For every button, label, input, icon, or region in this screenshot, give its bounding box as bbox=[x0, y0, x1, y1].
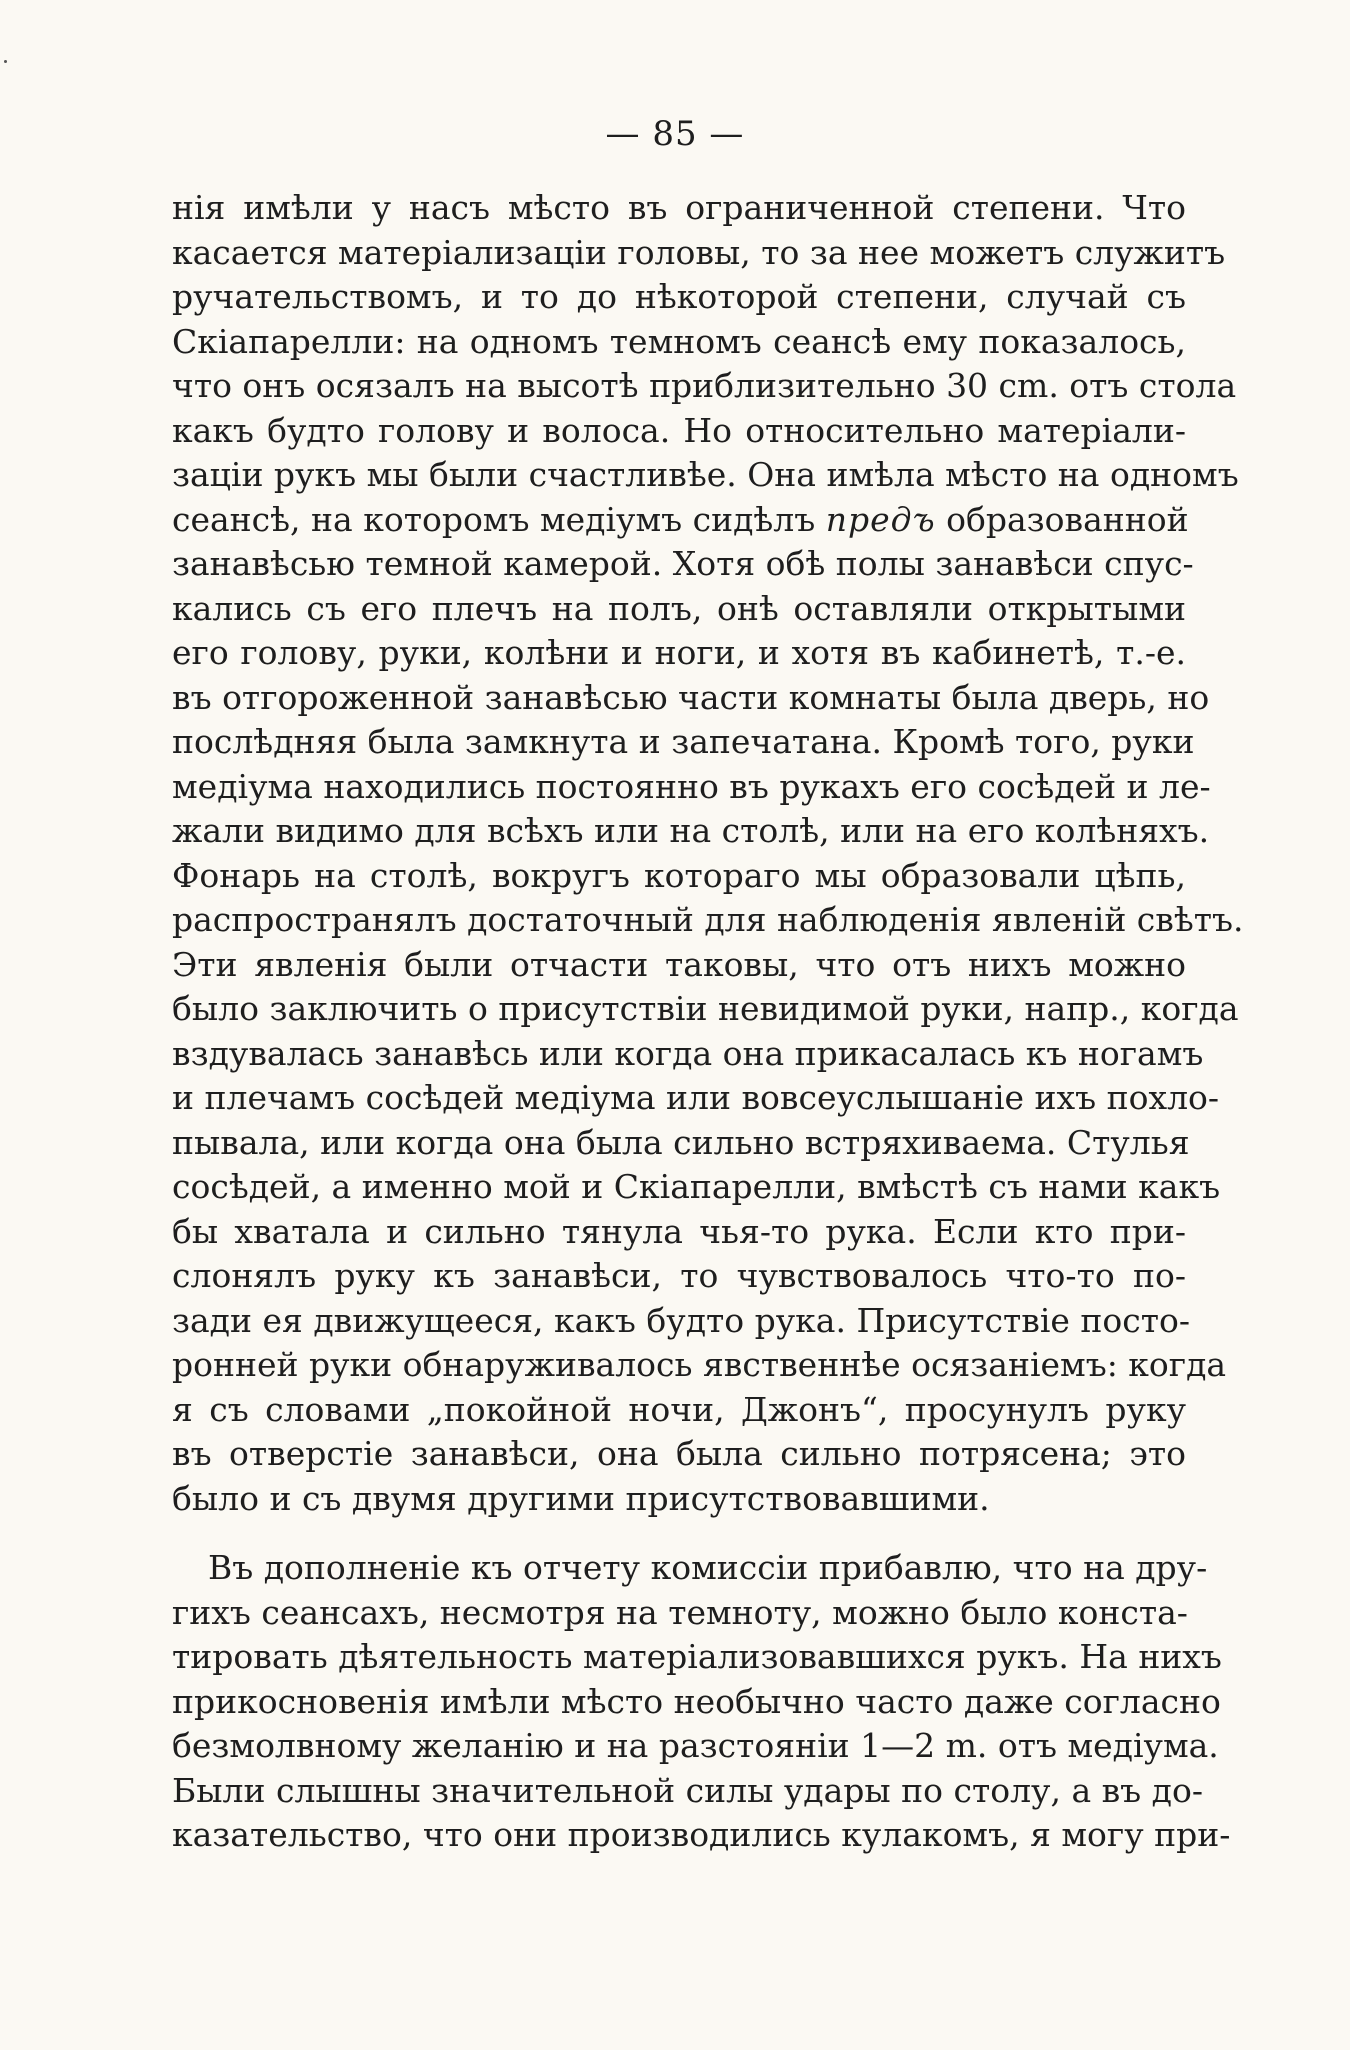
text-line: слонялъ руку къ занавѣси, то чувствовалось что-то по- bbox=[172, 1256, 1186, 1295]
text-line: какъ будто голову и волоса. Но относительно матеріали- bbox=[172, 410, 1186, 450]
text-line: казательство, что они производились кулакомъ, я могу при- bbox=[172, 1815, 1231, 1854]
text-line: вздувалась занавѣсь или когда она прикасалась къ ногамъ bbox=[172, 1033, 1204, 1073]
text-line: Эти явленія были отчасти таковы, что отъ нихъ можно bbox=[172, 944, 1186, 984]
text-line: Въ дополненіе къ отчету комиссіи прибавлю, что на дру- bbox=[208, 1548, 1208, 1587]
text-line: его голову, руки, колѣни и ноги, и хотя въ кабинетѣ, т.-е. bbox=[172, 633, 1186, 672]
text-line: было и съ двумя другими присутствовавшими. bbox=[172, 1478, 990, 1518]
paragraph-2 bbox=[172, 1546, 1231, 1858]
text-line: занавѣсью темной камерой. Хотя обѣ полы занавѣси спус- bbox=[172, 544, 1194, 583]
text-line: зади ея движущееся, какъ будто рука. Присутствіе посто- bbox=[172, 1300, 1191, 1340]
page-number: — 85 — bbox=[605, 114, 745, 154]
text-line: кались съ его плечъ на полъ, онѣ оставляли открытыми bbox=[172, 588, 1186, 628]
text-line: нія имѣли у насъ мѣсто въ ограниченной степени. Что bbox=[172, 188, 1186, 227]
text-line: я съ словами „покойной ночи, Джонъ“, просунулъ руку bbox=[172, 1389, 1186, 1429]
text-line: въ отверстіе занавѣси, она была сильно потрясена; это bbox=[172, 1434, 1186, 1473]
text-segment: образованной bbox=[946, 499, 1189, 539]
text-segment: сеансѣ, на которомъ медіумъ сидѣлъ bbox=[172, 499, 816, 539]
text-line: что онъ осязалъ на высотѣ приблизительно 30 cm. отъ стола bbox=[172, 366, 1237, 405]
text-line: распространялъ достаточный для наблюденія явленій свѣтъ. bbox=[172, 900, 1244, 939]
text-line: Были слышны значительной силы удары по столу, а въ до- bbox=[172, 1770, 1204, 1810]
text-line: ронней руки обнаруживалось явственнѣе осязаніемъ: когда bbox=[172, 1345, 1227, 1384]
text-line: и плечамъ сосѣдей медіума или вовсеуслышаніе ихъ похло- bbox=[172, 1078, 1220, 1117]
text-line: ручательствомъ, и то до нѣкоторой степени, случай съ bbox=[172, 277, 1186, 316]
text-line: гихъ сеансахъ, несмотря на темноту, можно было конста- bbox=[172, 1592, 1188, 1632]
text-line: послѣдняя была замкнута и запечатана. Кромѣ того, руки bbox=[172, 722, 1195, 761]
text-line: жали видимо для всѣхъ или на столѣ, или на его колѣняхъ. bbox=[172, 811, 1210, 850]
text-line: пывала, или когда она была сильно встряхиваема. Стулья bbox=[172, 1122, 1190, 1162]
text-line: сосѣдей, а именно мой и Скіапарелли, вмѣстѣ съ нами какъ bbox=[172, 1167, 1221, 1206]
text-line: заціи рукъ мы были счастливѣе. Она имѣла мѣсто на одномъ bbox=[172, 455, 1239, 494]
text-line: прикосновенія имѣли мѣсто необычно часто даже согласно bbox=[172, 1681, 1221, 1721]
text-line: въ отгороженной занавѣсью части комнаты была дверь, но bbox=[172, 677, 1210, 717]
text-line: тировать дѣятельность матеріализовавшихся рукъ. На нихъ bbox=[172, 1637, 1222, 1676]
text-line: Скіапарелли: на одномъ темномъ сеансѣ ему показалось, bbox=[172, 321, 1186, 361]
paragraph-1 bbox=[172, 186, 1244, 1521]
text-line-with-emphasis bbox=[172, 498, 1189, 543]
text-line: медіума находились постоянно въ рукахъ его сосѣдей и ле- bbox=[172, 766, 1211, 806]
print-speck bbox=[4, 60, 7, 63]
text-line: касается матеріализаціи головы, то за нее можетъ служитъ bbox=[172, 232, 1226, 272]
text-line: безмолвному желанію и на разстояніи 1—2 m. отъ медіума. bbox=[172, 1726, 1219, 1765]
text-line: бы хватала и сильно тянула чья-то рука. Если кто при- bbox=[172, 1211, 1186, 1251]
emphasized-word: предъ bbox=[825, 499, 936, 539]
text-line: было заключить о присутствіи невидимой руки, напр., когда bbox=[172, 989, 1239, 1028]
text-line: Фонарь на столѣ, вокругъ котораго мы образовали цѣпь, bbox=[172, 855, 1186, 895]
